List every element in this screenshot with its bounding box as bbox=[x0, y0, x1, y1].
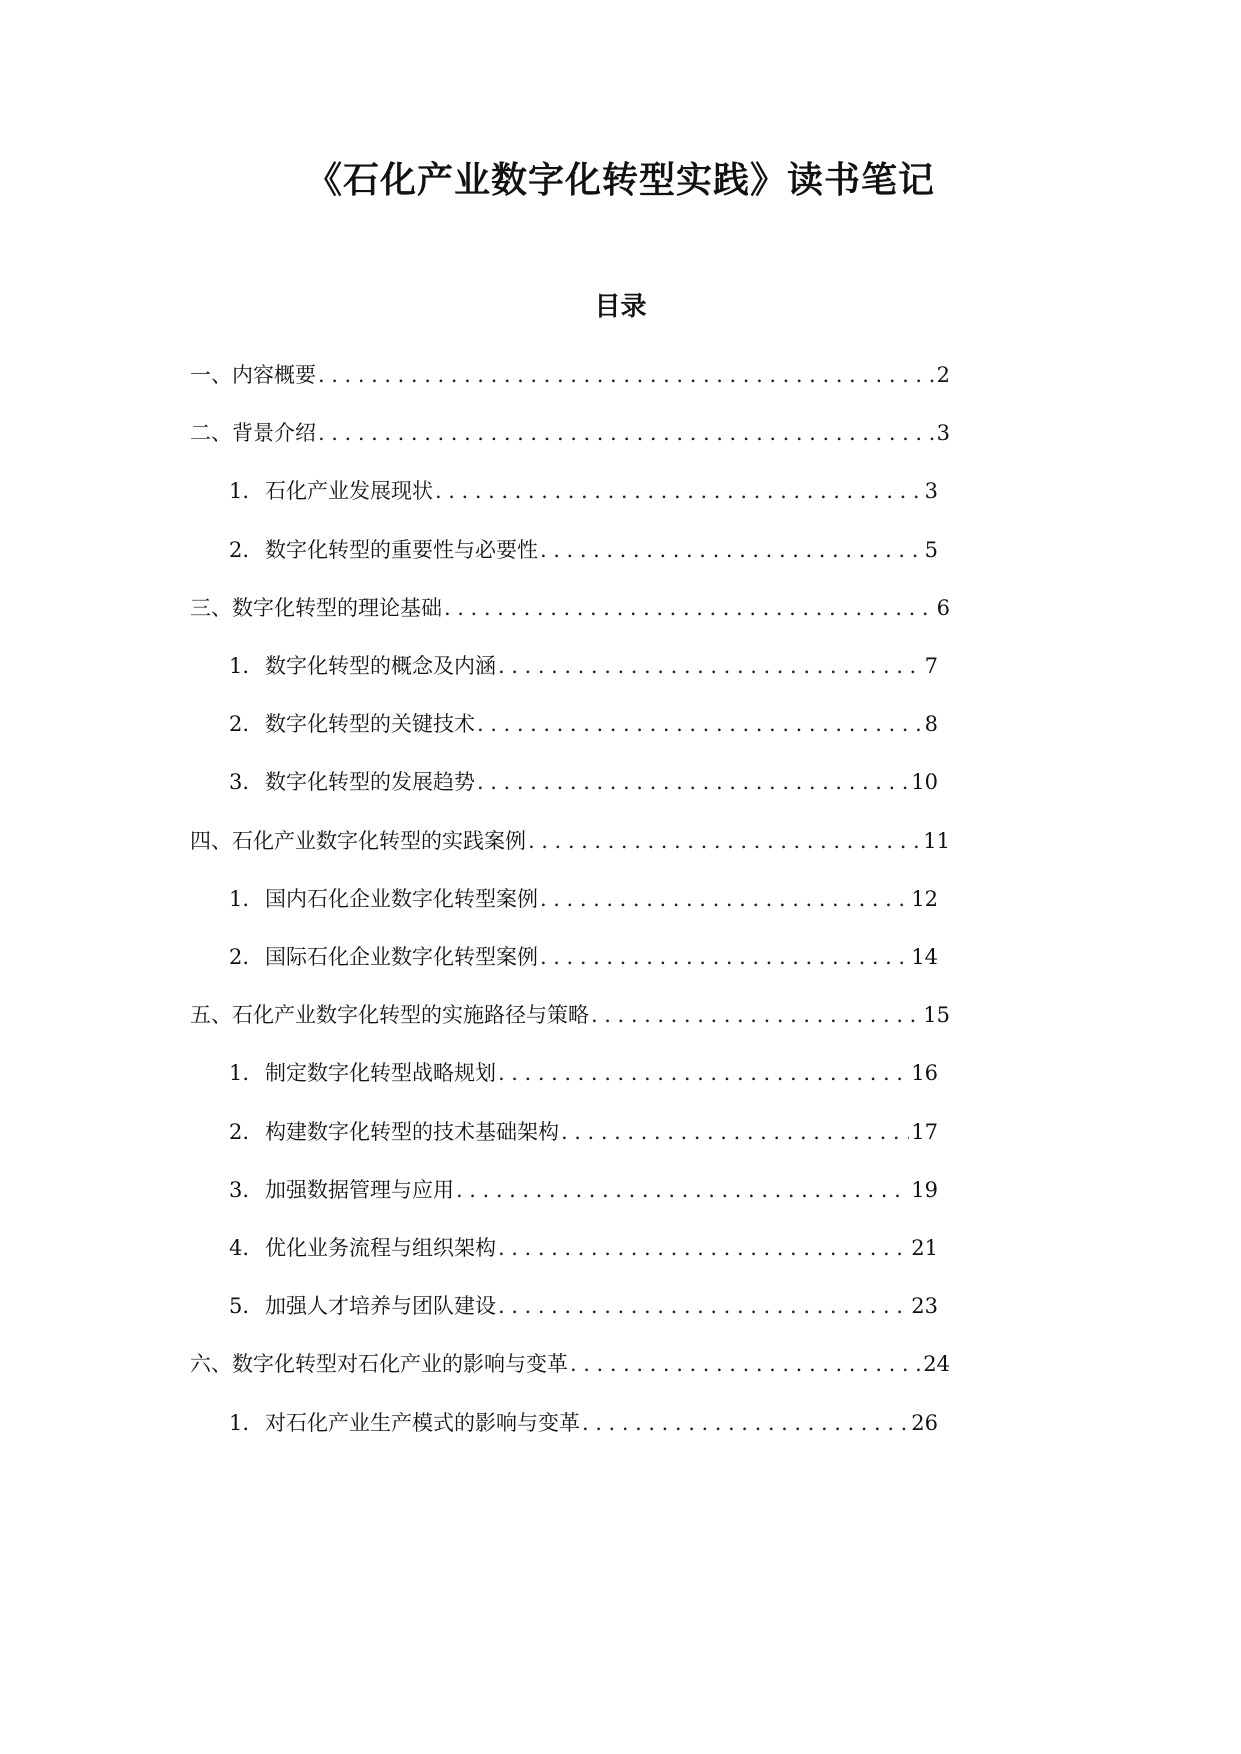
toc-page-number: 12 bbox=[911, 887, 938, 911]
toc-page-number: 11 bbox=[923, 829, 950, 853]
toc-entry[interactable] bbox=[213, 1291, 938, 1321]
toc-page-number: 21 bbox=[911, 1236, 938, 1260]
toc-entry[interactable] bbox=[213, 1175, 938, 1205]
toc-page-number: 6 bbox=[936, 596, 950, 620]
toc-leader-dots bbox=[559, 1117, 909, 1147]
toc-entry[interactable] bbox=[213, 767, 938, 797]
toc-entry[interactable] bbox=[190, 418, 950, 448]
toc-entry[interactable] bbox=[213, 1058, 938, 1088]
toc-entry-label: 构建数字化转型的技术基础架构 bbox=[265, 1120, 559, 1144]
toc-leader-dots bbox=[433, 476, 923, 506]
toc-entry[interactable] bbox=[213, 884, 938, 914]
toc-entry-number: 3. bbox=[228, 770, 249, 794]
toc-page-number: 24 bbox=[923, 1352, 950, 1376]
toc-entry[interactable] bbox=[190, 1349, 950, 1379]
toc-entry[interactable] bbox=[190, 593, 950, 623]
toc-leader-dots bbox=[496, 1233, 909, 1263]
toc-entry-label: 国际石化企业数字化转型案例 bbox=[265, 945, 538, 969]
toc-entry-number: 5. bbox=[228, 1294, 249, 1318]
toc-entry-label: 对石化产业生产模式的影响与变革 bbox=[265, 1411, 580, 1435]
toc-entry-label: 加强人才培养与团队建设 bbox=[265, 1294, 496, 1318]
toc-entry[interactable] bbox=[213, 1233, 938, 1263]
toc-entry-label: 数字化转型的关键技术 bbox=[265, 712, 475, 736]
toc-page-number: 8 bbox=[924, 712, 938, 736]
toc-entry-label: 一、内容概要 bbox=[190, 363, 316, 387]
toc-leader-dots bbox=[589, 1000, 921, 1030]
toc-leader-dots bbox=[496, 1291, 909, 1321]
toc-entry[interactable] bbox=[190, 1000, 950, 1030]
toc-entry-number: 2. bbox=[228, 538, 249, 562]
toc-entry[interactable] bbox=[213, 709, 938, 739]
toc-page-number: 3 bbox=[924, 479, 938, 503]
toc-entry[interactable] bbox=[190, 360, 950, 390]
toc-entry-number: 2. bbox=[228, 1120, 249, 1144]
toc-leader-dots bbox=[538, 942, 909, 972]
toc-page-number: 10 bbox=[911, 770, 938, 794]
toc-leader-dots bbox=[538, 884, 909, 914]
toc-page-number: 26 bbox=[911, 1411, 938, 1435]
toc-leader-dots bbox=[475, 709, 923, 739]
toc-entry[interactable] bbox=[213, 651, 938, 681]
toc-page-number: 19 bbox=[911, 1178, 938, 1202]
toc-entry-label: 五、石化产业数字化转型的实施路径与策略 bbox=[190, 1003, 589, 1027]
toc-entry-number: 1. bbox=[228, 479, 249, 503]
toc-page-number: 14 bbox=[911, 945, 938, 969]
toc-entry[interactable] bbox=[213, 942, 938, 972]
toc-heading: 目录 bbox=[594, 292, 647, 322]
toc-page-number: 7 bbox=[924, 654, 938, 678]
toc-leader-dots bbox=[538, 535, 923, 565]
toc-entry-label: 石化产业发展现状 bbox=[265, 479, 433, 503]
toc-entry-label: 数字化转型的概念及内涵 bbox=[265, 654, 496, 678]
toc-entry-number: 3. bbox=[228, 1178, 249, 1202]
toc-entry-label: 六、数字化转型对石化产业的影响与变革 bbox=[190, 1352, 568, 1376]
toc-entry-number: 1. bbox=[228, 1411, 249, 1435]
toc-page-number: 17 bbox=[911, 1120, 938, 1144]
toc-page-number: 3 bbox=[936, 421, 950, 445]
toc-entry-label: 数字化转型的发展趋势 bbox=[265, 770, 475, 794]
toc-leader-dots bbox=[454, 1175, 909, 1205]
toc-entry-label: 四、石化产业数字化转型的实践案例 bbox=[190, 829, 526, 853]
toc-page-number: 23 bbox=[911, 1294, 938, 1318]
toc-page-number: 2 bbox=[936, 363, 950, 387]
toc-leader-dots bbox=[475, 767, 909, 797]
toc-entry[interactable] bbox=[190, 826, 950, 856]
toc-leader-dots bbox=[496, 651, 923, 681]
toc-entry-number: 1. bbox=[228, 1061, 249, 1085]
toc-entry-label: 优化业务流程与组织架构 bbox=[265, 1236, 496, 1260]
toc-entry-label: 二、背景介绍 bbox=[190, 421, 316, 445]
toc-leader-dots bbox=[568, 1349, 921, 1379]
toc-leader-dots bbox=[442, 593, 935, 623]
toc-entry-label: 加强数据管理与应用 bbox=[265, 1178, 454, 1202]
toc-page-number: 15 bbox=[923, 1003, 950, 1027]
toc-page-number: 5 bbox=[924, 538, 938, 562]
toc-entry-label: 三、数字化转型的理论基础 bbox=[190, 596, 442, 620]
toc-entry-number: 1. bbox=[228, 654, 249, 678]
toc-entry[interactable] bbox=[213, 476, 938, 506]
toc-entry-label: 数字化转型的重要性与必要性 bbox=[265, 538, 538, 562]
toc-leader-dots bbox=[580, 1408, 909, 1438]
toc-entry-number: 2. bbox=[228, 945, 249, 969]
toc-entry[interactable] bbox=[213, 1408, 938, 1438]
toc-leader-dots bbox=[496, 1058, 909, 1088]
toc-entry-number: 1. bbox=[228, 887, 249, 911]
document-title: 《石化产业数字化转型实践》读书笔记 bbox=[305, 160, 935, 201]
toc-entry[interactable] bbox=[213, 535, 938, 565]
toc-entry-number: 4. bbox=[228, 1236, 249, 1260]
toc-entry[interactable] bbox=[213, 1117, 938, 1147]
toc-leader-dots bbox=[526, 826, 921, 856]
toc-leader-dots bbox=[316, 360, 935, 390]
toc-entry-label: 制定数字化转型战略规划 bbox=[265, 1061, 496, 1085]
toc-entry-label: 国内石化企业数字化转型案例 bbox=[265, 887, 538, 911]
toc-leader-dots bbox=[316, 418, 935, 448]
toc-page-number: 16 bbox=[911, 1061, 938, 1085]
toc-entry-number: 2. bbox=[228, 712, 249, 736]
